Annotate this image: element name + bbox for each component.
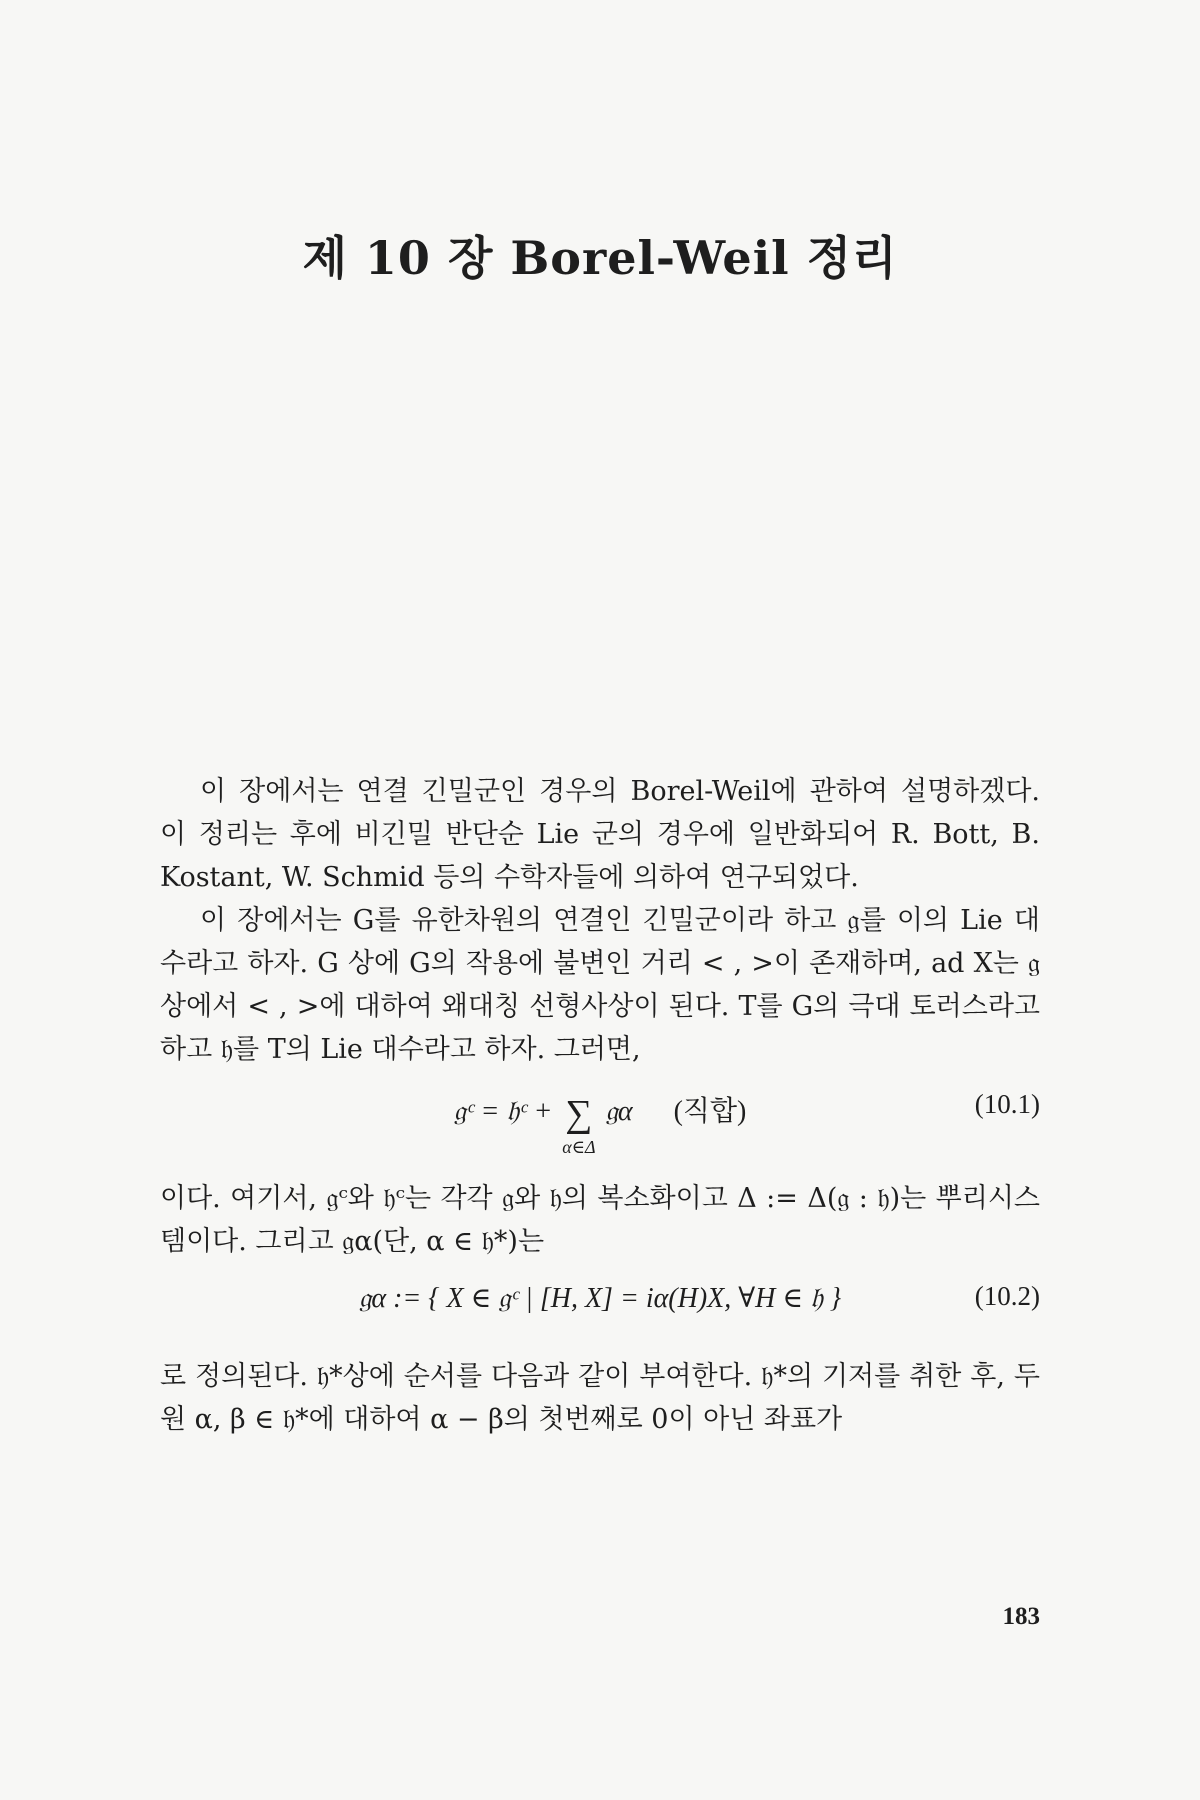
equation-rhs: 𝔤α	[605, 1096, 633, 1127]
chapter-title: 제 10 장 Borel-Weil 정리	[302, 231, 898, 285]
page-number: 183	[1002, 1603, 1040, 1630]
page-body	[160, 770, 1040, 1441]
summation-index: α∈Δ	[562, 1136, 596, 1157]
equation-number: (10.2)	[974, 1281, 1040, 1311]
paragraph: 이 장에서는 G를 유한차원의 연결인 긴밀군이라 하고 𝔤를 이의 Lie 대수라고 하자. G 상에 G의 작용에 불변인 거리 < , >이 존재하며, ad X는 𝔤상에서 < , >에 대하여 왜대칭 선형사상이 된다. T를 G의 극대 토러스라고 하고 𝔥를 T의 Lie 대수라고 하자. 그러면,	[160, 905, 1040, 1065]
equation-note: (직합)	[673, 1096, 747, 1127]
paragraph: 이 장에서는 연결 긴밀군인 경우의 Borel-Weil에 관하여 설명하겠다. 이 정리는 후에 비긴밀 반단순 Lie 군의 경우에 일반화되어 R. Bott, B. Kostant, W. Schmid 등의 수학자들에 의하여 연구되었다.	[160, 776, 1040, 893]
equation-body	[160, 1089, 1040, 1157]
equation-lhs: 𝔤ᶜ = 𝔥ᶜ +	[453, 1096, 553, 1127]
paragraph: 이다. 여기서, 𝔤ᶜ와 𝔥ᶜ는 각각 𝔤와 𝔥의 복소화이고 Δ := Δ(𝔤 : 𝔥)는 뿌리시스템이다. 그리고 𝔤α(단, α ∈ 𝔥*)는	[160, 1183, 1040, 1257]
equation-body: 𝔤α := { X ∈ 𝔤ᶜ | [H, X] = iα(H)X, ∀H ∈ 𝔥 }	[358, 1283, 842, 1314]
equation-number: (10.1)	[974, 1089, 1040, 1119]
summation	[562, 1092, 596, 1157]
paragraph: 로 정의된다. 𝔥*상에 순서를 다음과 같이 부여한다. 𝔥*의 기저를 취한 후, 두 원 α, β ∈ 𝔥*에 대하여 α − β의 첫번째로 0이 아닌 좌표가	[160, 1361, 1040, 1435]
equation-10-2	[160, 1277, 1040, 1341]
summation-sign: ∑	[565, 1092, 593, 1135]
equation-10-1	[160, 1077, 1040, 1163]
